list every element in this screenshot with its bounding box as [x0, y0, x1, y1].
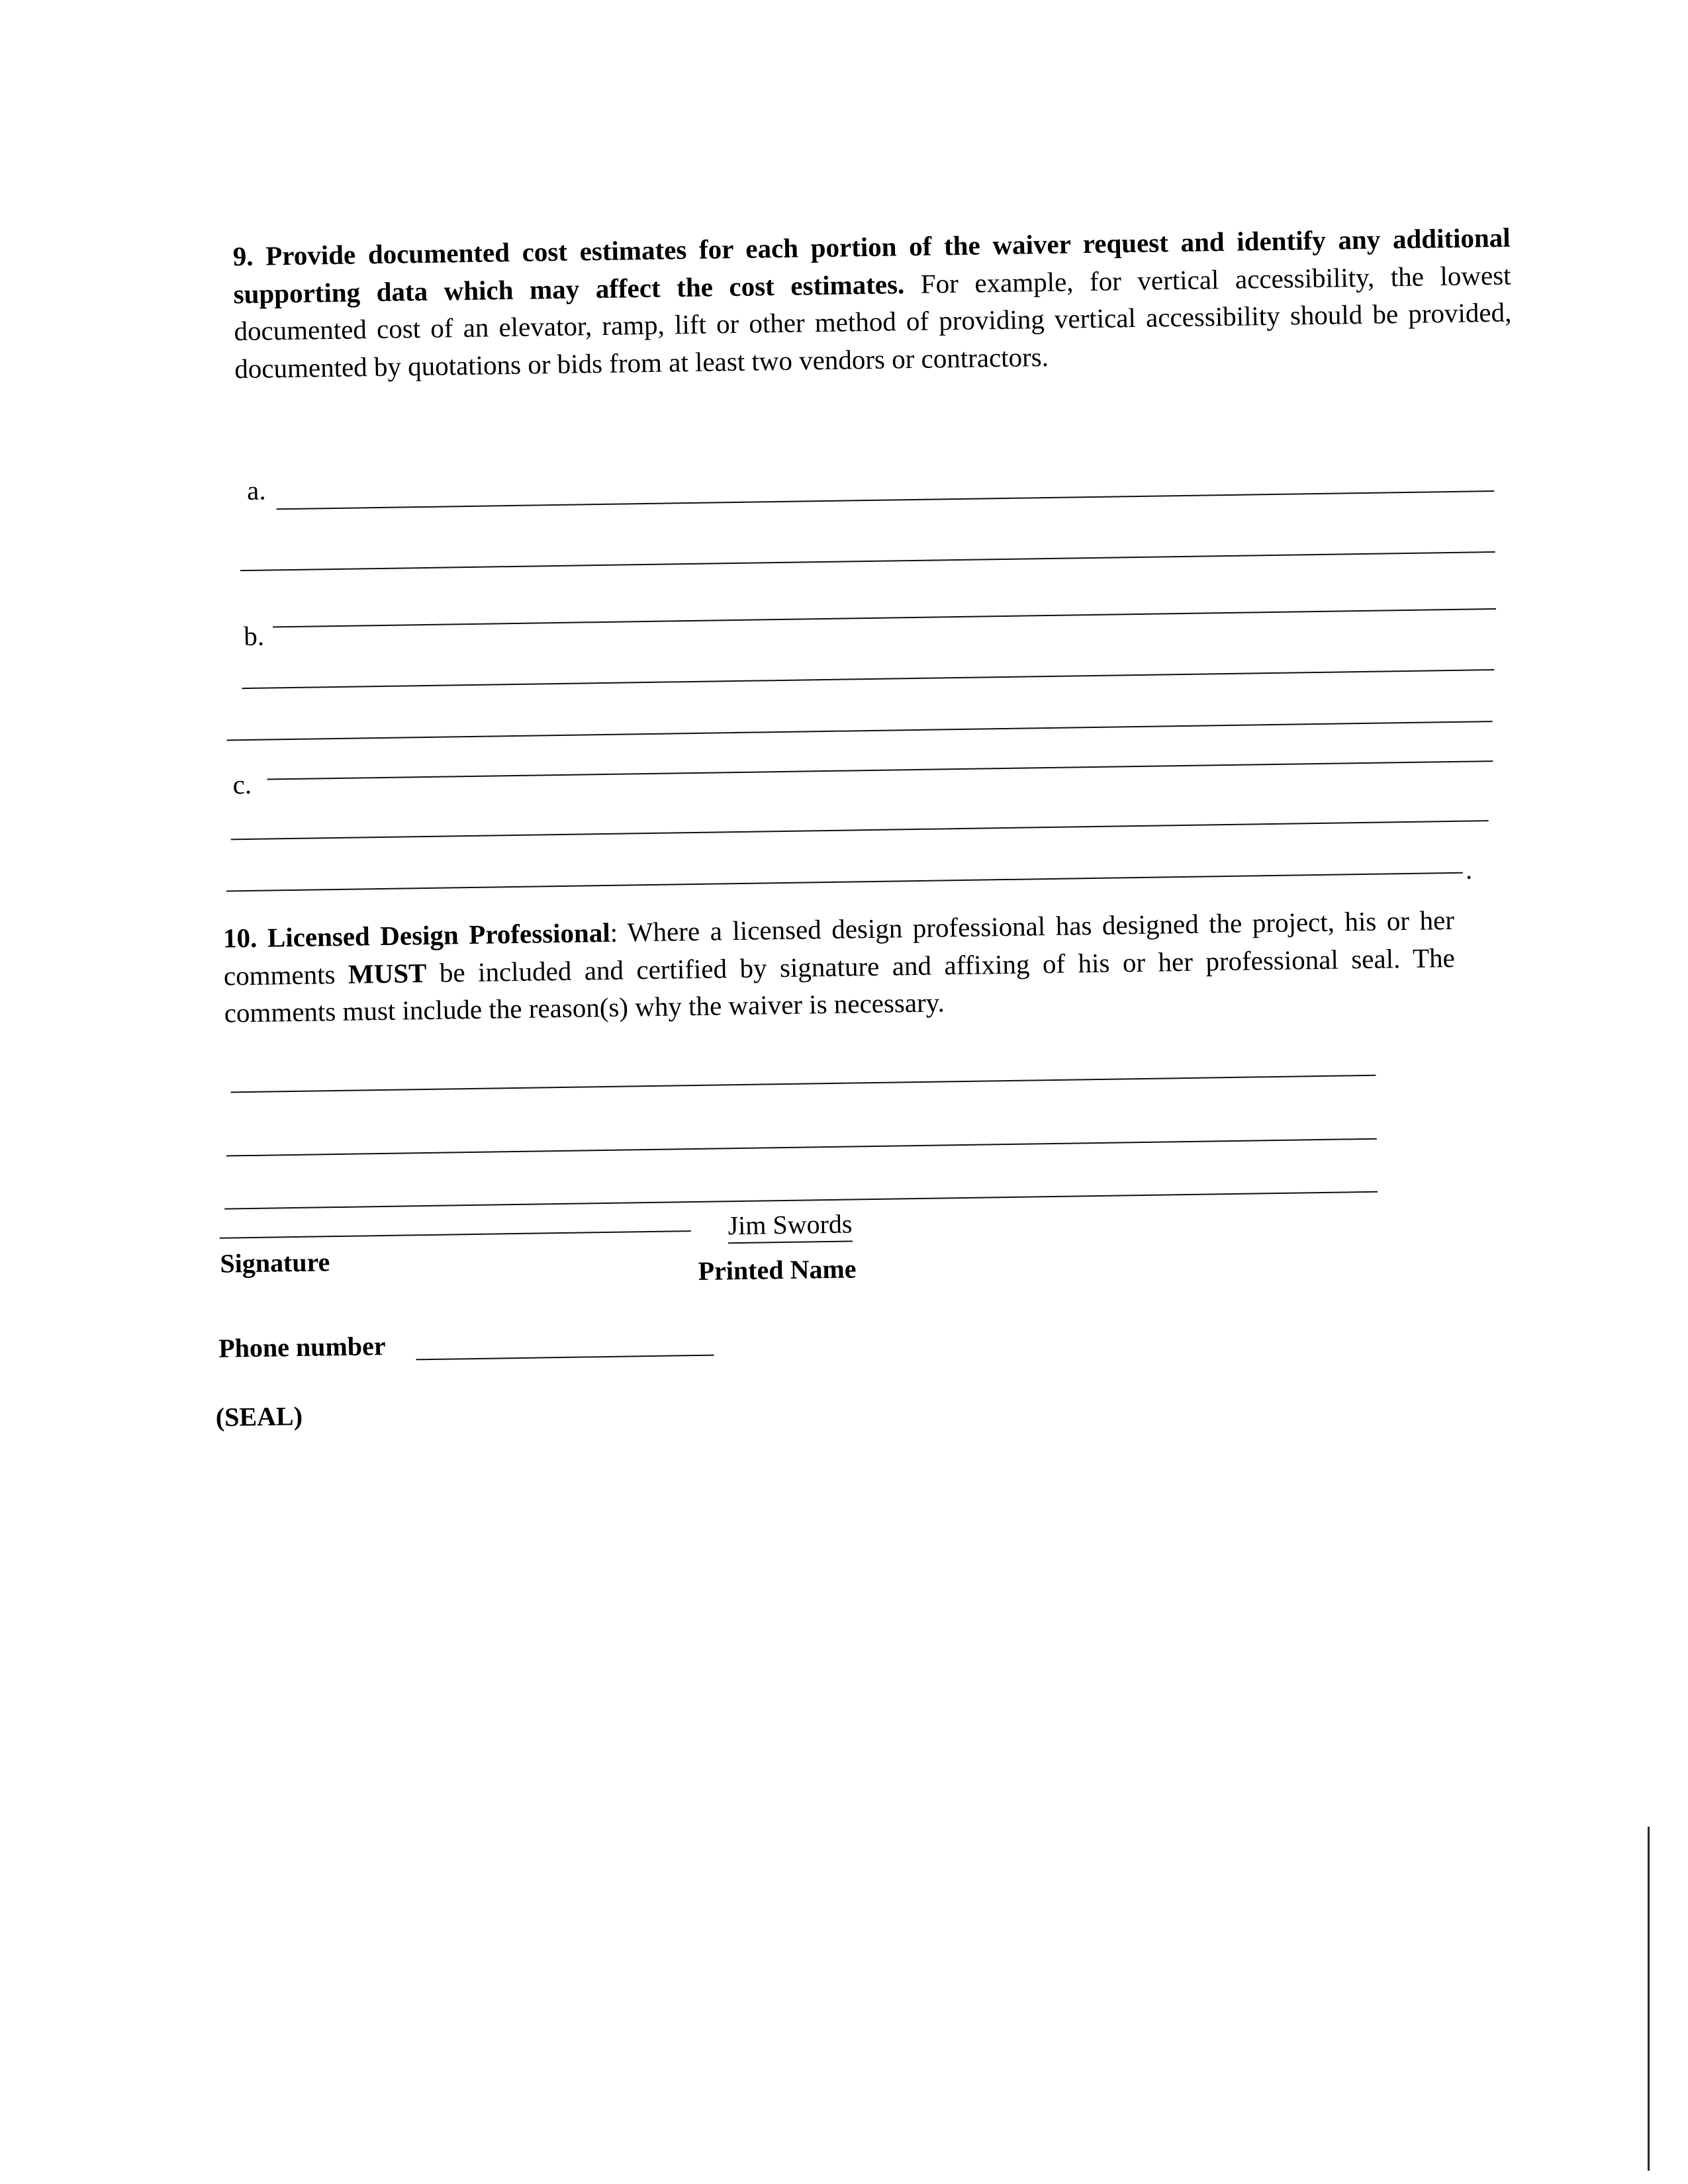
question-9-paragraph — [232, 219, 1512, 388]
design-professional-comment-line-1[interactable] — [231, 1075, 1376, 1093]
phone-number-label: Phone number — [218, 1330, 386, 1363]
question-10-body-part2: be included and certified by signature and affixing of his or her professional seal. The comments must include the reason(s) why the waiver is necessary. — [224, 942, 1456, 1028]
question-10-body-part1: : Where a licensed design professional has designed the project, his or her comments — [223, 904, 1455, 991]
answer-item-b-line-3[interactable] — [227, 721, 1493, 741]
answer-item-b-line-2[interactable] — [242, 669, 1494, 689]
question-10-must-emphasis: MUST — [348, 957, 427, 989]
answer-item-a-line-2[interactable] — [240, 551, 1495, 571]
answer-item-c-line-3[interactable] — [226, 872, 1463, 892]
answer-item-a-line-1[interactable] — [276, 490, 1494, 510]
signature-input-line[interactable] — [220, 1230, 691, 1239]
design-professional-comment-line-3[interactable] — [224, 1191, 1378, 1210]
scan-edge-artifact — [1648, 1827, 1650, 2171]
question-9-bold-lead: Provide documented cost estimates for each portion of the waiver request and identify any additional supporting data which may affect the cost estimates. — [233, 222, 1511, 309]
answer-item-b-line-1[interactable] — [273, 608, 1496, 627]
seal-label: (SEAL) — [215, 1400, 303, 1432]
signature-label: Signature — [220, 1247, 330, 1279]
printed-name-label: Printed Name — [698, 1253, 857, 1286]
question-10-number: 10. — [222, 922, 258, 954]
answer-item-b-label: b. — [243, 620, 265, 652]
phone-number-input-line[interactable] — [416, 1355, 714, 1361]
answer-trailing-period: . — [1465, 854, 1473, 885]
question-9-body: For example, for vertical accessibility, the lowest documented cost of an elevator, ramp, lift or other method of providing vertical accessibility should be provided, documented by quotations or bids from at least two vendors or contractors. — [234, 259, 1512, 384]
question-10-bold-lead: Licensed Design Professional — [267, 917, 610, 953]
answer-item-a-label: a. — [246, 475, 266, 506]
question-10-paragraph — [223, 901, 1456, 1032]
answer-item-c-line-2[interactable] — [231, 820, 1489, 840]
printed-name-value[interactable]: Jim Swords — [727, 1208, 853, 1244]
answer-item-c-line-1[interactable] — [267, 760, 1493, 780]
answer-item-c-label: c. — [232, 768, 252, 800]
question-9-number: 9. — [232, 240, 254, 272]
design-professional-comment-line-2[interactable] — [226, 1138, 1377, 1157]
